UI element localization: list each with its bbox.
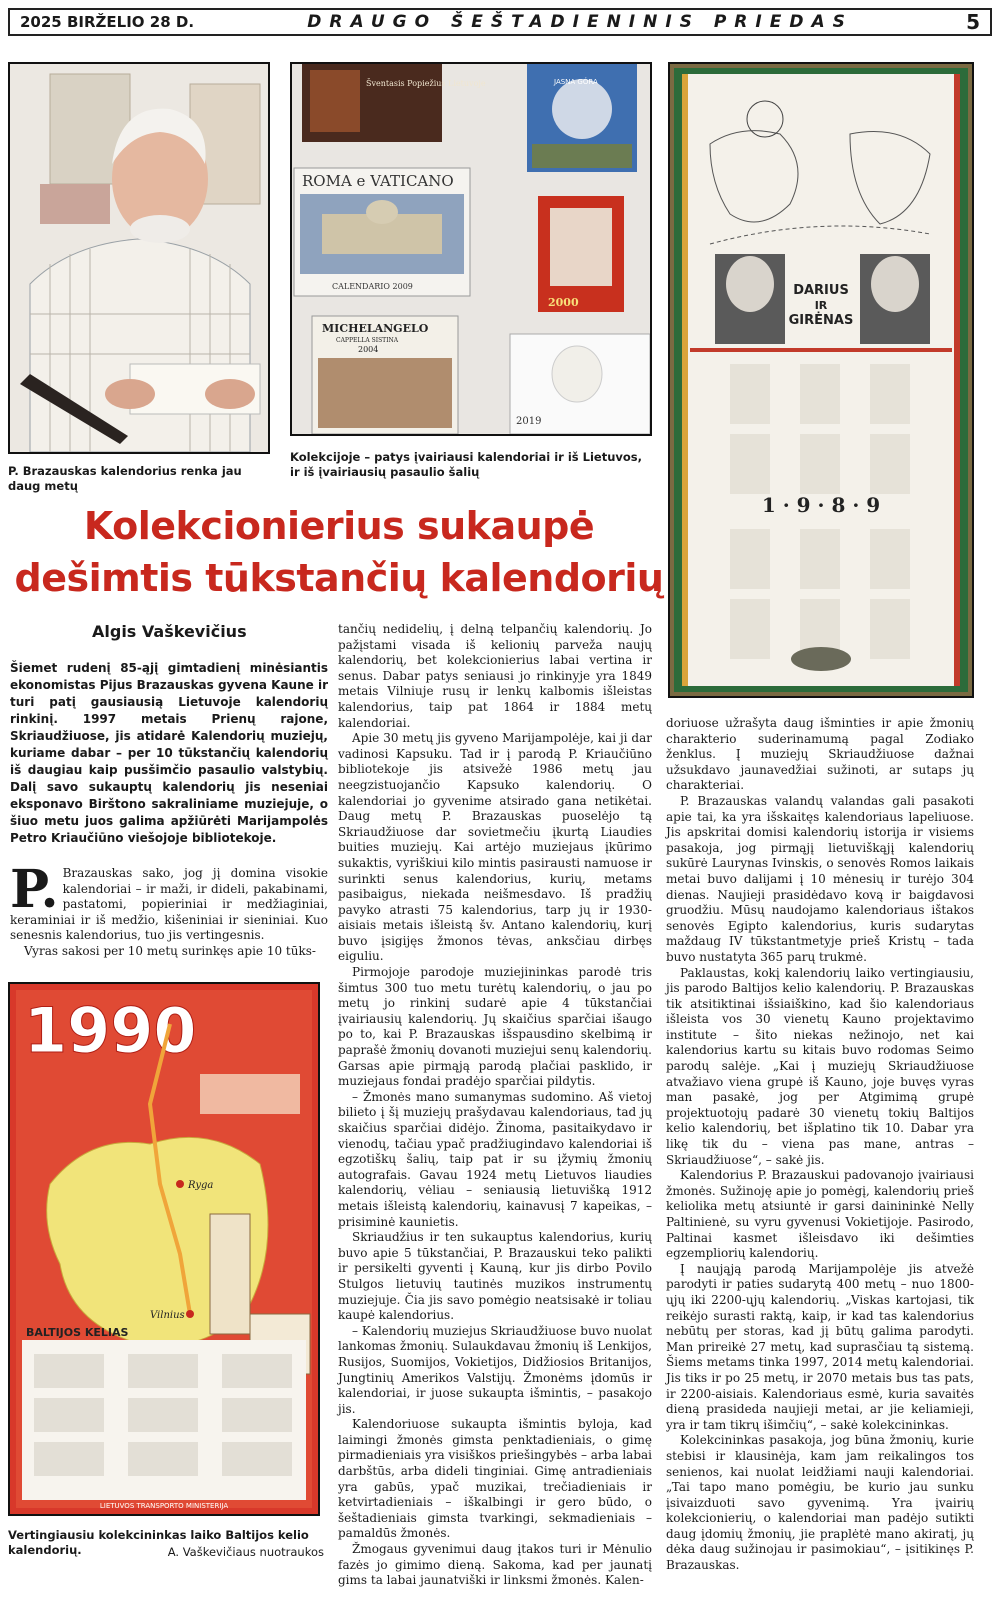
caption-portrait: P. Brazauskas kalendorius renka jau daug metų: [8, 464, 242, 493]
article-lead: Šiemet rudenį 85-ąjį gimtadienį minėsiantis ekonomistas Pijus Brazauskas gyvena Kaune ir turi patį gausiausią Lietuvoje kalendorių rinkinį. 1997 metais Prienų rajone, Skriaudžiuose, jis atidarė Kalendorių muziejų, kuriame dabar – per 10 tūkstančių kalendorių iš daugiau kaip pusšimčio pasaulio valstybių. Dalį savo sukauptų kalendorių jis neseniai eksponavo Birštono sakraliniame muziejuje, o šiuo metu juos galima apžiūrėti Marijampolės Petro Kriaučiūno viešojoje bibliotekoje.: [10, 661, 328, 845]
svg-text:MICHELANGELO: MICHELANGELO: [322, 322, 429, 335]
calendar-jasna-gora: [527, 64, 637, 172]
page-number: 5: [966, 10, 980, 34]
collection-illustration: [292, 64, 650, 434]
photo-credit: A. Vaškevičiaus nuotraukos: [167, 1545, 324, 1559]
names-line1: DARIUS: [793, 283, 849, 298]
svg-text:JASNA GÓRA: JASNA GÓRA: [554, 78, 598, 86]
column-3: [666, 716, 974, 1574]
calendar-year: 1 · 9 · 8 · 9: [761, 493, 881, 517]
calendar-2019: [510, 334, 650, 434]
svg-text:2000: 2000: [548, 296, 579, 309]
photo-darius-girenas: [668, 62, 974, 698]
svg-text:2019: 2019: [516, 416, 542, 427]
svg-text:CAPPELLA SISTINA: CAPPELLA SISTINA: [336, 337, 399, 344]
calendar-roma-vaticano: [294, 168, 470, 296]
col3-paragraph-3: Paklaustas, kokį kalendorių laiko vertingiausiu, jis parodo Baltijos kelio kalendorių. P. Brazauskas tik atsitiktinai išsiaiškino, kad šio kalendoriaus išleista vos 30 vienetų Kauno projektavimo institute – šito niekas nežinojo, net kai kalendorius kartu su kitais buvo rodomas Seimo parodų salėje. „Kai į muziejų Skriaudžiuose atvažiavo viena grupė iš Kauno, joje buvęs vyras man pasakė, jog per Atgimimą grupė projektuotojų padarė 30 vienetų tokių Baltijos kelio kalendorių, bet išplatino tik 10. Dabar yra likę tik du – viena pas mane, antras – Skriaudžiuose“, – sakė jis.: [666, 965, 974, 1167]
svg-text:GIRĖNAS: GIRĖNAS: [788, 313, 854, 328]
supplement-title: DRAUGO ŠEŠTADIENINIS PRIEDAS: [307, 12, 853, 32]
photo-baltic-way: [8, 982, 320, 1516]
col2-paragraph-2: Apie 30 metų jis gyveno Marijampolėje, kai ji dar vadinosi Kapsuku. Tad ir į parodą P. Kriaučiūno bibliotekoje jis atsivežė 1986 metų jau neegzistuojančio Kapsuko kalendorių. O kalendoriai jo gyvenime atsirado gana netikėtai. Daug metų P. Brazauskas puoselėjo tą Skriaudžiuose dar sovietmečiu įkurtą Liaudies buities muziejų. Kai artėjo muziejaus įkūrimo sukaktis, vyriškiui kilo mintis pasirausti namuose ir surinkti senus kalendorius, kurių, metams pasibaigus, niekada neišmesdavo. Iš pradžių pavyko atrasti 75 kalendorius, tarp jų ir 1930-aisiais metais išleistą šv. Antano kalendorių, kurį buvo įsigijęs žmonos tėvas, anksčiau dirbęs eiguliu.: [338, 731, 652, 964]
col2-paragraph-8: Žmogaus gyvenimui daug įtakos turi ir Mėnulio fazės jo gimimo dieną. Sakoma, kad per jaunatį gims ta labai jaunatviški ir linksmi žmonės. Kalen-: [338, 1542, 652, 1588]
caption-collection: Kolekcijoje – patys įvairiausi kalendoriai ir iš Lietuvos, ir iš įvairiausių pasaulio šalių: [290, 450, 642, 479]
photo-collection: [290, 62, 652, 436]
headline-line2: dešimtis tūkstančių kalendorių: [14, 556, 664, 600]
column-2: [338, 622, 652, 1589]
portrait-illustration: [10, 64, 268, 452]
svg-text:Vilnius: Vilnius: [150, 1310, 185, 1321]
col2-paragraph-1: tančių nedidelių, į delną telpančių kalendorių. Jo pažįstami visada iš kelionių parveža naujų kalendorių, bet kolekcionierius labai vertina ir senus. Dabar patys seniausi jo rinkinyje yra 1849 metais Vilniuje rusų ir lenkų kalbomis išleistas kalendorius, taip pat 1864 ir 1884 metų kalendoriai.: [338, 622, 652, 730]
article-headline: [14, 500, 664, 604]
svg-text:2004: 2004: [358, 345, 379, 354]
baltic-label: BALTIJOS KELIAS: [26, 1326, 129, 1339]
article-author: Algis Vaškevičius: [92, 622, 247, 641]
col3-paragraph-4: Kalendorius P. Brazauskui padovanojo įvairiausi žmonės. Sužinoję apie jo pomėgį, kalendorių prieš keliolika metų atsiuntė ir garsi dainininkė Nelly Paltinienė, su vyru gyvenusi Vokietijoje. Pasirodo, Paltinai kasmet išleisdavo iki dešimties egzempliorių kalendorių.: [666, 1168, 974, 1261]
calendar-2000: [538, 196, 624, 312]
col2-paragraph-4: – Žmonės mano sumanymas sudomino. Aš vietoj bilieto į šį muziejų prašydavau kalendoriaus, tad jų skaičius sparčiai didėjo. Žinoma, pasitaikydavo ir vienodų, tačiau ypač pradžiugindavo kalendoriai iš egzotiškų šalių, taip pat ir su įžymių žmonių autografais. Gavau 1924 metų Lietuvos liaudies kalendorių, vėliau – seniausią lietuvišką 1912 metais išleistą kalendorių, kainavusį 7 kapeikas, – prisiminė kaunietis.: [338, 1089, 652, 1229]
col2-paragraph-5: Skriaudžius ir ten sukauptus kalendorius, kurių buvo apie 5 tūkstančiai, P. Brazauskui teko palikti ir persikelti gyventi į Kauną, kur jis dirbo Povilo Stulgos lietuvių tautinės muzikos instrumentų muziejuje. Čia jis savo pomėgio neatsisakė ir toliau kaupė kalendorius.: [338, 1230, 652, 1323]
page-header: [8, 8, 992, 36]
col3-paragraph-5: Į naująją parodą Marijampolėje jis atvežė parodyti ir paties sudarytą 400 metų – nuo 1800-ųjų iki 2200-ųjų kalendorių. „Viskas kartojasi, tik reikėjo surasti raktą, kaip, ir kad tas kalendorius nebūtų per storas, kad jį būtų galima parodyti. Man prireikė 27 metų, kad suprasčiau tą sistemą. Šiems metams tinka 1997, 2014 metų kalendoriai. Jis tiks ir po 25 metų, ir 2070 metais bus tas pats, ir 2200-aisiais. Kalendoriaus esmė, kuria savaitės dieną prasideda naujieji metai, ar jie keliamieji, yra ir tam tikrų išimčių“, – sakė kolekcininkas.: [666, 1261, 974, 1432]
calendar-michelangelo: [312, 316, 458, 434]
col1-paragraph-1: Brazauskas sako, jog jį domina visokie kalendoriai – ir maži, ir dideli, pakabinami, pastatomi, popieriniai ir medžiaginiai, keraminiai ir iš medžio, kišeniniai ir sieniniai. Kuo senesnis kalendorius, tuo jis vertingesnis.: [10, 866, 328, 943]
headline-line1: Kolekcionierius sukaupė: [83, 504, 595, 548]
col3-paragraph-2: P. Brazauskas valandų valandas gali pasakoti apie tai, ka yra išskaitęs kalendoriaus lapeliuose. Jis apskritai domisi kalendorių istorija ir visiems pasakoja, jog pirmąjį lietuviškąjį kalendorių sukūrė Laurynas Ivinskis, o senovės Romos laikais metai buvo dalijami į 10 mėnesių ir turėjo 304 dienas. Naujieji prasidėdavo kovą ir baigdavosi gruodžiu. Mūsų naudojamo kalendoriaus ištakos senovės Egipto kalendorius, kuris sudarytas maždaug IV tūkstantmetyje prieš Kristų – tada buvo nustatyta 365 parų trukmė.: [666, 793, 974, 964]
col2-paragraph-7: Kalendoriuose sukaupta išmintis byloja, kad laimingi žmonės gimsta penktadieniais, o gimę pirmadieniais yra visiškos priešingybės – arba labai darbštūs, arba dideli tinginiai. Gimę antradieniais yra gabūs, ypač muzikai, trečiadieniais ir ketvirtadieniais – iškalbingi ir gero būdo, o šeštadieniais gimsta tvarkingi, sekmadieniais – pamaldūs žmonės.: [338, 1417, 652, 1541]
sventasis-title: Šventasis Popiežius Lietuvoje: [366, 79, 486, 88]
col3-paragraph-6: Kolekcininkas pasakoja, jog būna žmonių, kurie stebisi ir klausinėja, kam jam reikalingos tos senienos, kai nuolat leidžiami nauji kalendoriai. „Tai tapo mano pomėgiu, be kurio jau sunku įsivaizduoti savo gyvenimą. Yra įvairių kolekcionierių, o kalendoriai man padėjo sutikti daug įdomių žmonių, jie praplėtė mano akiratį, jų dėka daug sužinojau ir pasimokiau“, – įsitikinęs P. Brazauskas.: [666, 1433, 974, 1573]
svg-text:ROMA e VATICANO: ROMA e VATICANO: [302, 172, 454, 190]
col2-paragraph-3: Pirmojoje parodoje muziejininkas parodė tris šimtus 300 tuo metu turėtų kalendorių, o jau po metų jo rinkinį sudarė apie 4 tūkstančiai įvairiausių kalendorių. Jų skaičius sparčiai išaugo po to, kai P. Brazauskas išspausdino skelbimą ir paprašė žmonių dovanoti muziejui senų kalendorių. Garsas apie pirmąją parodą plačiai pasklido, ir muziejaus fondai pradėjo sparčiai pildytis.: [338, 965, 652, 1089]
column-1: [10, 859, 328, 960]
svg-text:LIETUVOS TRANSPORTO MINISTERIJ: LIETUVOS TRANSPORTO MINISTERIJA: [99, 1502, 229, 1510]
svg-text:IR: IR: [814, 299, 828, 312]
baltic-way-calendar: [10, 984, 318, 1514]
caption-baltic-way: Vertingiausiu kolekcininkas laiko Baltijos kelio kalendorių.: [8, 1528, 309, 1557]
col1-paragraph-2: Vyras sakosi per 10 metų surinkęs apie 10 tūks-: [24, 943, 316, 958]
svg-text:Ryga: Ryga: [188, 1180, 214, 1191]
col2-paragraph-6: – Kalendorių muziejus Skriaudžiuose buvo nuolat lankomas žmonių. Sulaukdavau žmonių iš Lenkijos, Rusijos, Suomijos, Vokietijos, Didžiosios Britanijos, Jungtinių Amerikos Valstijų. Žmonėms įdomūs ir kalendoriai, ir juose sukaupta išmintis, – pasakojo jis.: [338, 1323, 652, 1416]
svg-text:CALENDARIO 2009: CALENDARIO 2009: [332, 282, 413, 291]
issue-date: 2025 BIRŽELIO 28 D.: [20, 13, 195, 31]
darius-girenas-calendar: [670, 64, 972, 696]
col3-paragraph-1: doriuose užrašyta daug išminties ir apie žmonių charakterio suderinamumą pagal Zodiako ženklus. Į muziejų Skriaudžiuose dažnai užsukdavo jaunavedžiai sužinoti, ar sutaps jų charakteriai.: [666, 716, 974, 793]
photo-portrait: [8, 62, 270, 454]
drop-cap: P.: [10, 859, 59, 920]
calendar-year: 1990: [24, 994, 197, 1067]
